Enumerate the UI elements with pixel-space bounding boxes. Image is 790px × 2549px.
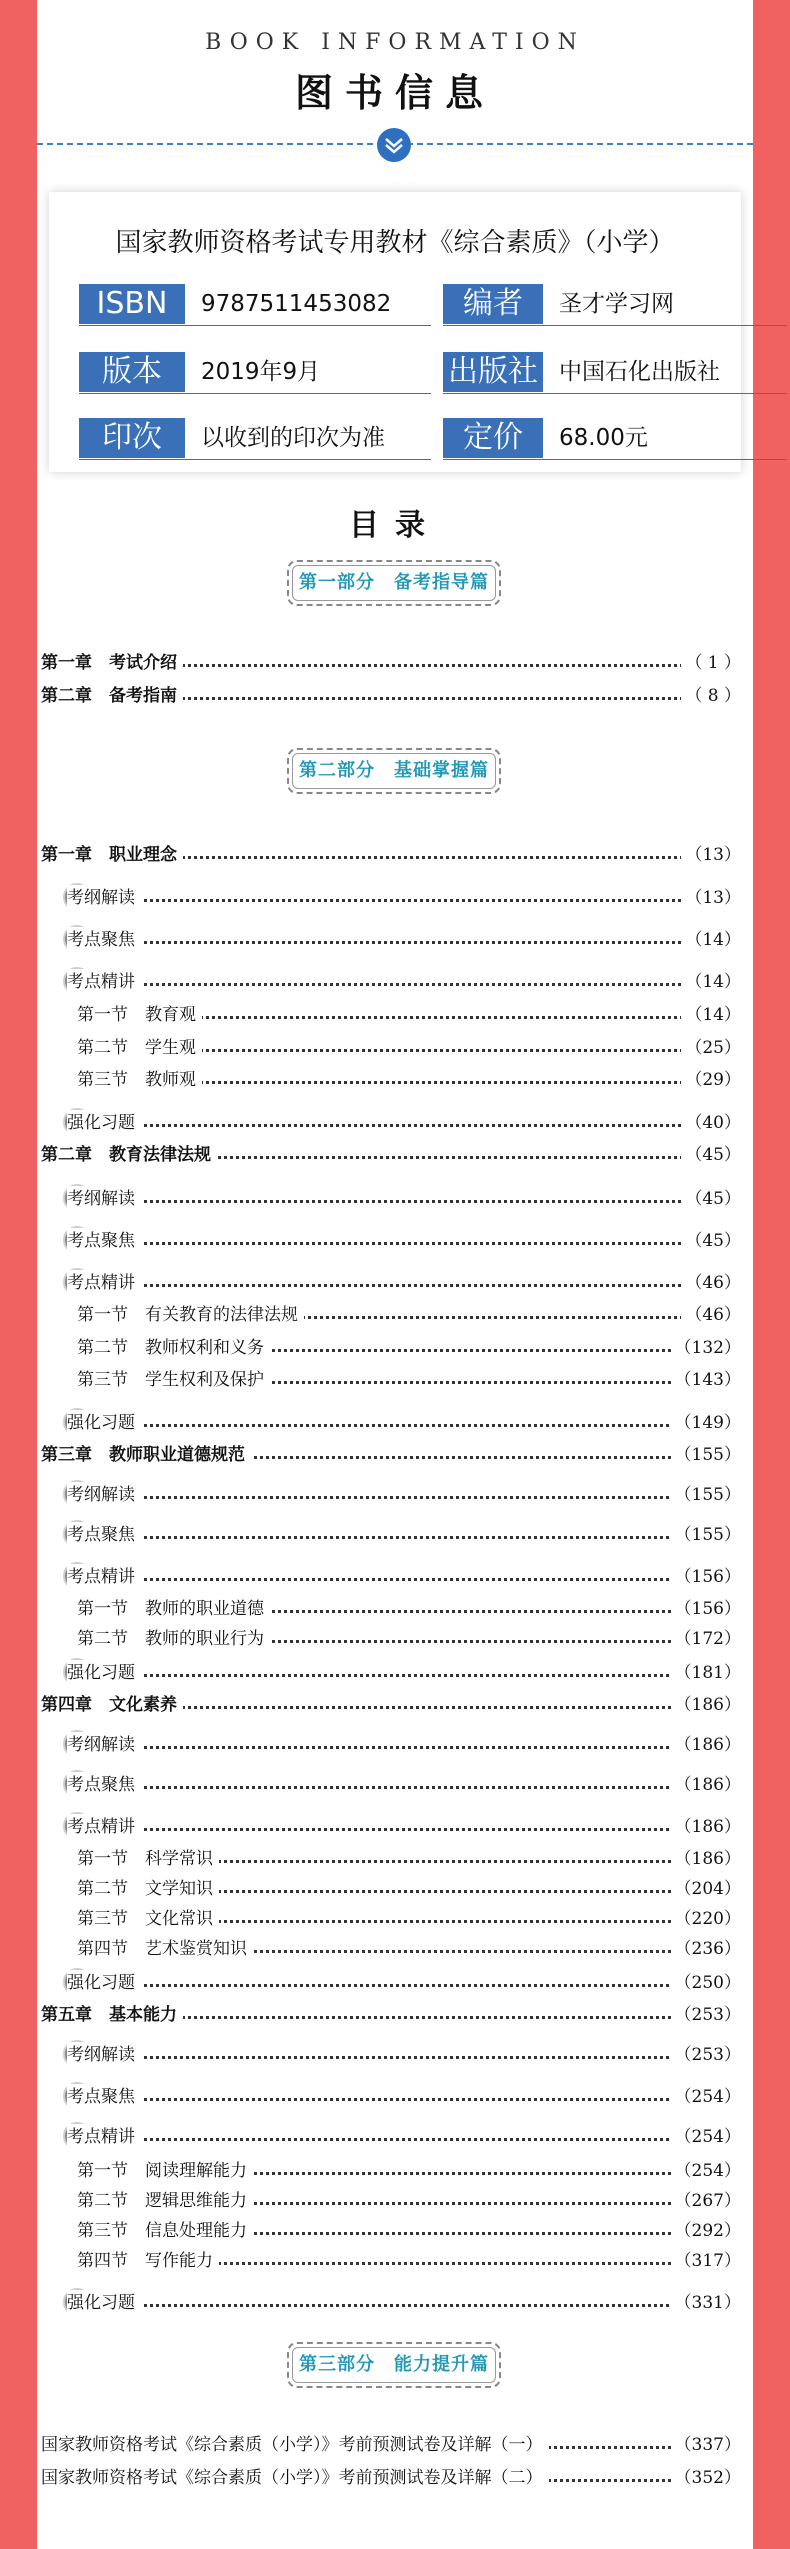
toc-title: 目录 — [349, 508, 441, 543]
toc-row-title: 第三节 学生权利及保护 — [77, 1367, 270, 1393]
toc-row-title: 第二节 学生观 — [77, 1035, 202, 1061]
toc-row-page: （155） — [671, 1442, 741, 1468]
toc-row-title: 第一节 科学常识 — [77, 1846, 219, 1872]
toc-row-page: （337） — [671, 2432, 741, 2458]
printing-value: 以收到的印次为准 — [201, 425, 385, 451]
toc-row — [67, 1522, 741, 1548]
toc-row-title: 第一章 职业理念 — [41, 842, 183, 868]
chevron-down-icon — [377, 128, 411, 162]
toc-row — [77, 1067, 741, 1093]
publisher-value: 中国石化出版社 — [559, 359, 720, 385]
toc-row-page: （317） — [671, 2248, 741, 2274]
edition-label: 版本 — [79, 352, 185, 392]
editor-label: 编者 — [443, 284, 543, 324]
part-banner-3 — [287, 2342, 501, 2388]
toc-row — [41, 842, 741, 868]
toc-row-title: 第三节 文化常识 — [77, 1906, 219, 1932]
toc-row-title: 考点聚焦 — [67, 2084, 141, 2110]
toc-row-page: （220） — [671, 1906, 741, 1932]
toc-row — [77, 1906, 741, 1932]
toc-row — [77, 1596, 741, 1622]
toc-row-title: 第三节 信息处理能力 — [77, 2218, 253, 2244]
toc-row-title: 考纲解读 — [67, 885, 141, 911]
toc-row — [77, 2158, 741, 2184]
toc-row-page: （14） — [681, 927, 741, 953]
toc-row-title: 第二节 教师的职业行为 — [77, 1626, 270, 1652]
toc-row — [41, 2002, 741, 2028]
toc-row-page: （204） — [671, 1876, 741, 1902]
toc-row — [41, 1442, 741, 1468]
toc-row-page: （186） — [671, 1732, 741, 1758]
toc-row — [67, 2124, 741, 2150]
toc-row — [77, 1002, 741, 1028]
toc-row — [41, 1142, 741, 1168]
publisher-field — [443, 352, 787, 394]
toc-row-page: （13） — [681, 885, 741, 911]
toc-row — [77, 1936, 741, 1962]
toc-row-title: 第二章 教育法律法规 — [41, 1142, 217, 1168]
toc-row — [67, 2084, 741, 2110]
toc-row-page: （29） — [681, 1067, 741, 1093]
toc-row-page: （155） — [671, 1482, 741, 1508]
toc-row — [41, 683, 741, 709]
page-title: 图书信息 — [294, 71, 495, 115]
toc-row — [77, 1876, 741, 1902]
toc-row-title: 第二节 教师权利和义务 — [77, 1335, 270, 1361]
toc-row-page: （ 8 ） — [681, 683, 741, 709]
part-banner-label: 第一部分 备考指导篇 — [299, 572, 489, 593]
toc-row — [77, 1367, 741, 1393]
toc-row — [41, 1692, 741, 1718]
toc-row-title: 强化习题 — [67, 1970, 141, 1996]
isbn-label: ISBN — [79, 284, 185, 324]
toc-row-title: 考点精讲 — [67, 969, 141, 995]
part-banner-1 — [287, 560, 501, 606]
toc-row — [41, 2432, 741, 2458]
toc-row-title: 第一节 阅读理解能力 — [77, 2158, 253, 2184]
editor-field — [443, 284, 787, 326]
toc-row — [77, 1846, 741, 1872]
toc-row — [67, 2042, 741, 2068]
toc-row-page: （352） — [671, 2465, 741, 2491]
edition-field — [79, 352, 431, 394]
toc-row — [67, 1228, 741, 1254]
toc-row-title: 国家教师资格考试《综合素质（小学）》考前预测试卷及详解（二） — [41, 2465, 549, 2491]
isbn-value: 9787511453082 — [201, 291, 392, 317]
part-banner-2 — [287, 748, 501, 794]
toc-row-title: 强化习题 — [67, 2290, 141, 2316]
toc-row-title: 第四章 文化素养 — [41, 1692, 183, 1718]
toc-row — [77, 1335, 741, 1361]
toc-row-title: 第五章 基本能力 — [41, 2002, 183, 2028]
toc-row-page: （331） — [671, 2290, 741, 2316]
toc-row-page: （25） — [681, 1035, 741, 1061]
toc-row — [77, 1035, 741, 1061]
toc-row-page: （254） — [671, 2084, 741, 2110]
toc-row — [67, 1660, 741, 1686]
toc-row-title: 第四节 艺术鉴赏知识 — [77, 1936, 253, 1962]
toc-row-title: 第一节 教师的职业道德 — [77, 1596, 270, 1622]
toc-row-title: 考纲解读 — [67, 2042, 141, 2068]
toc-row — [41, 650, 741, 676]
toc-row-page: （236） — [671, 1936, 741, 1962]
toc-row-page: （254） — [671, 2158, 741, 2184]
toc-row-page: （186） — [671, 1772, 741, 1798]
toc-row — [67, 927, 741, 953]
toc-row — [41, 2465, 741, 2491]
toc-row-title: 第一章 考试介绍 — [41, 650, 183, 676]
toc-row-page: （253） — [671, 2002, 741, 2028]
toc-row — [67, 1732, 741, 1758]
toc-row — [77, 1302, 741, 1328]
toc-row-title: 考点精讲 — [67, 1270, 141, 1296]
toc-row-title: 考点聚焦 — [67, 927, 141, 953]
toc-row-page: （46） — [681, 1302, 741, 1328]
toc-row — [67, 1410, 741, 1436]
toc-row-title: 考纲解读 — [67, 1732, 141, 1758]
english-heading: BOOK INFORMATION — [205, 30, 585, 55]
toc-row-page: （143） — [671, 1367, 741, 1393]
toc-row — [77, 2188, 741, 2214]
toc-row-title: 第一节 教育观 — [77, 1002, 202, 1028]
toc-row-title: 强化习题 — [67, 1660, 141, 1686]
book-info-card — [49, 192, 741, 472]
toc-row — [67, 969, 741, 995]
toc-row — [67, 1970, 741, 1996]
toc-row-page: （172） — [671, 1626, 741, 1652]
edition-value: 2019年9月 — [201, 359, 321, 385]
printing-label: 印次 — [79, 418, 185, 458]
toc-row-page: （254） — [671, 2124, 741, 2150]
toc-row-title: 国家教师资格考试《综合素质（小学）》考前预测试卷及详解（一） — [41, 2432, 549, 2458]
toc-row-page: （45） — [681, 1142, 741, 1168]
part-banner-label: 第三部分 能力提升篇 — [299, 2354, 489, 2375]
toc-row-title: 强化习题 — [67, 1410, 141, 1436]
toc-row-title: 第二节 文学知识 — [77, 1876, 219, 1902]
toc-row-title: 第一节 有关教育的法律法规 — [77, 1302, 304, 1328]
toc-row-title: 考纲解读 — [67, 1482, 141, 1508]
printing-field — [79, 418, 431, 460]
toc-row-page: （267） — [671, 2188, 741, 2214]
toc-row — [67, 1186, 741, 1212]
toc-row — [77, 2218, 741, 2244]
toc-row-title: 考点聚焦 — [67, 1772, 141, 1798]
toc-row-title: 第四节 写作能力 — [77, 2248, 219, 2274]
toc-row — [67, 1814, 741, 1840]
toc-row-page: （14） — [681, 1002, 741, 1028]
toc-row-page: （253） — [671, 2042, 741, 2068]
page — [37, 0, 753, 2549]
toc-row-page: （156） — [671, 1596, 741, 1622]
toc-row-title: 考点精讲 — [67, 1564, 141, 1590]
toc-row-title: 考纲解读 — [67, 1186, 141, 1212]
toc-row-page: （45） — [681, 1228, 741, 1254]
toc-row-page: （132） — [671, 1335, 741, 1361]
toc-row-title: 考点聚焦 — [67, 1228, 141, 1254]
toc-row-page: （45） — [681, 1186, 741, 1212]
toc-row-page: （156） — [671, 1564, 741, 1590]
price-field — [443, 418, 787, 460]
toc-row-page: （13） — [681, 842, 741, 868]
toc-row — [67, 1110, 741, 1136]
toc-row-page: （186） — [671, 1692, 741, 1718]
toc-row-page: （149） — [671, 1410, 741, 1436]
part-banner-label: 第二部分 基础掌握篇 — [299, 760, 489, 781]
toc-row-title: 第三节 教师观 — [77, 1067, 202, 1093]
toc-row-title: 考点聚焦 — [67, 1522, 141, 1548]
toc-row-page: （ 1 ） — [681, 650, 741, 676]
toc-row-title: 第三章 教师职业道德规范 — [41, 1442, 251, 1468]
toc-row — [77, 1626, 741, 1652]
price-value: 68.00元 — [559, 425, 648, 451]
toc-row-title: 第二章 备考指南 — [41, 683, 183, 709]
toc-row-title: 第二节 逻辑思维能力 — [77, 2188, 253, 2214]
toc-row — [67, 1270, 741, 1296]
toc-row-title: 考点精讲 — [67, 2124, 141, 2150]
toc-row-page: （292） — [671, 2218, 741, 2244]
book-name: 国家教师资格考试专用教材《综合素质》（小学） — [115, 228, 675, 258]
isbn-field — [79, 284, 431, 326]
toc-row-page: （186） — [671, 1814, 741, 1840]
toc-row-page: （14） — [681, 969, 741, 995]
toc-row-page: （40） — [681, 1110, 741, 1136]
publisher-label: 出版社 — [443, 352, 543, 392]
toc-row — [67, 1482, 741, 1508]
toc-row-page: （250） — [671, 1970, 741, 1996]
toc-row-page: （186） — [671, 1846, 741, 1872]
editor-value: 圣才学习网 — [559, 291, 674, 317]
toc-row — [77, 2248, 741, 2274]
toc-row-page: （46） — [681, 1270, 741, 1296]
toc-row-title: 考点精讲 — [67, 1814, 141, 1840]
toc-row-page: （181） — [671, 1660, 741, 1686]
toc-row-title: 强化习题 — [67, 1110, 141, 1136]
toc-row — [67, 1564, 741, 1590]
toc-row — [67, 2290, 741, 2316]
price-label: 定价 — [443, 418, 543, 458]
toc-row — [67, 1772, 741, 1798]
toc-row-page: （155） — [671, 1522, 741, 1548]
toc-row — [67, 885, 741, 911]
